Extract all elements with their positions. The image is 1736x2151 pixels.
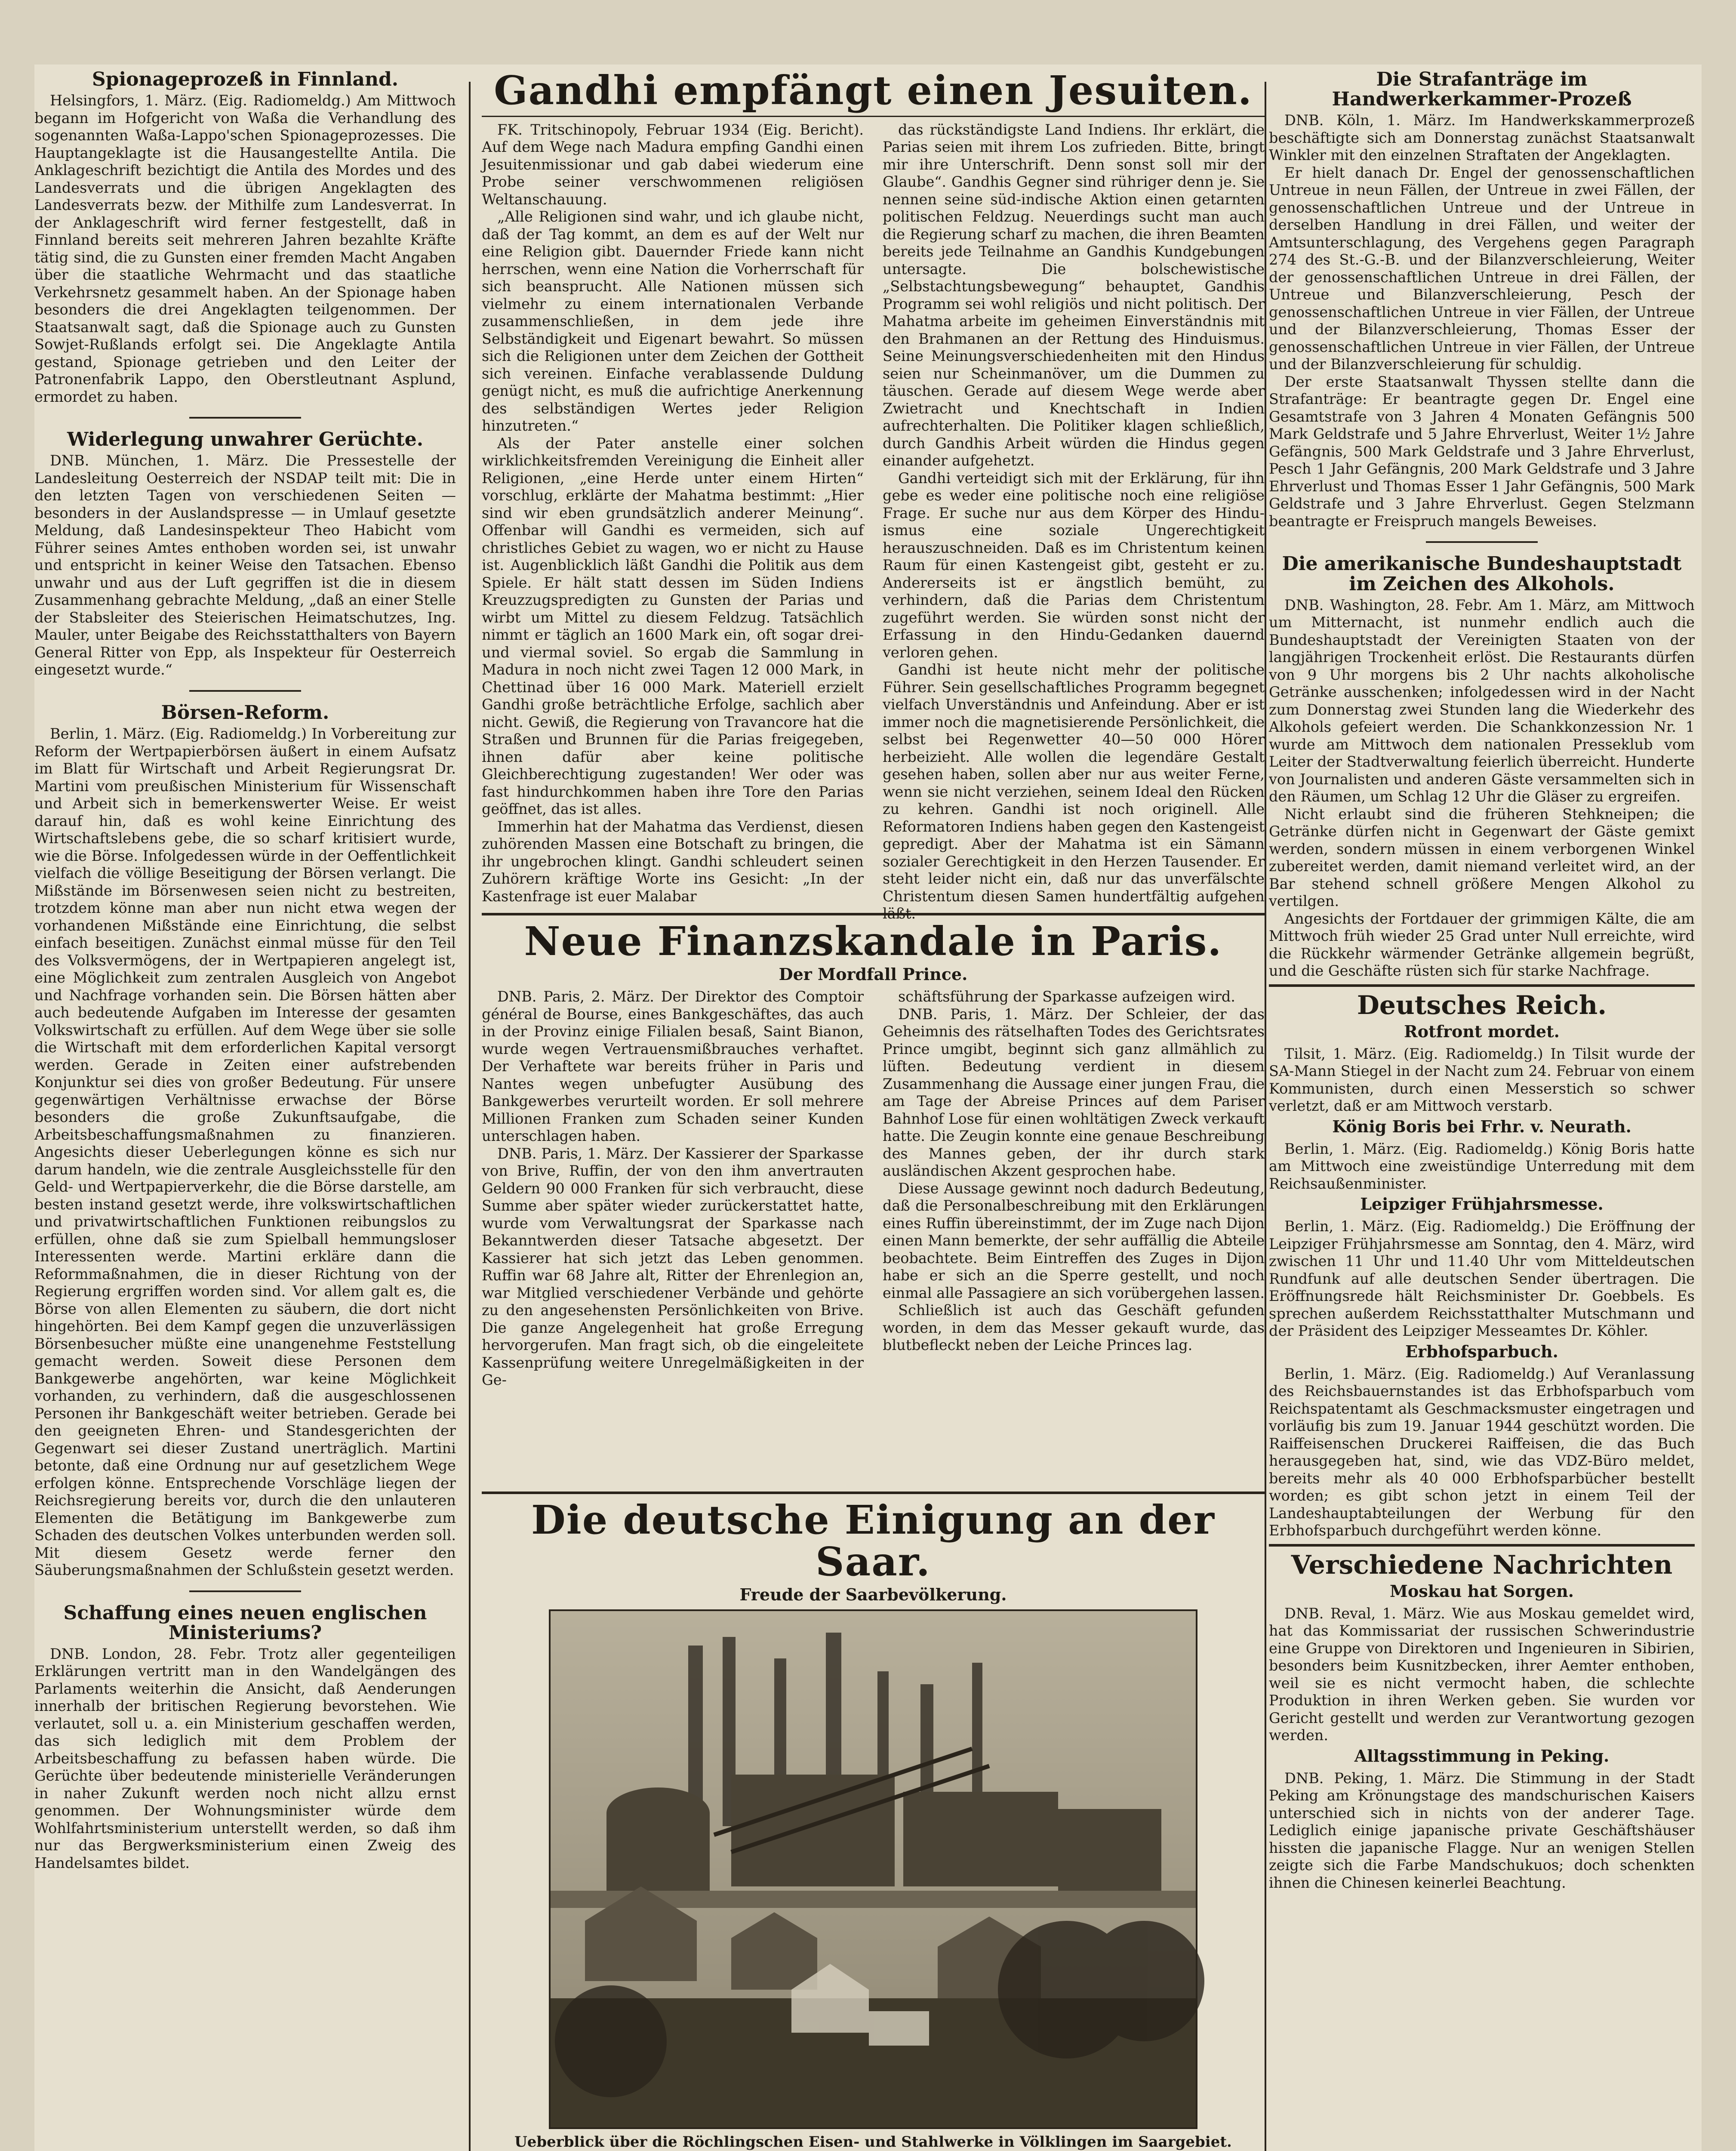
article-separator <box>1269 984 1695 987</box>
saar-headline: Die deutsche Einigung an der Saar. <box>531 1497 1216 1585</box>
gandhi-article <box>482 67 1265 922</box>
article-headline: Spionageprozeß in Finnland. <box>92 68 399 90</box>
paris-col-b <box>883 988 1265 1487</box>
column-rule-left <box>469 82 471 2151</box>
news-article <box>1269 1552 1695 1892</box>
gandhi-paragraph: das rückständigste Land Indiens. Ihr erklärt, die Parias seien mit ihrem Los zufrieden. Bitte, bringt mir ihre Unterschrift. Denn sonst soll mir der Glaube“. Gandhis Gegner sind rühriger denn je. Sie nennen seine süd-indische Aktion einen getarnten politischen Feldzug. Neuerdings sucht man auch die Regierung scharf zu machen, die ihren Beamten bereits jede Teilnahme an Gandhis Kundgebungen untersagte. Die bolschewistische „Selbstachtungsbewegung“ behauptet, Gandhis Programm sei wohl religiös und nicht politisch. Der Mahatma arbeite im geheimen Einverständnis mit den Brahmanen an der Rettung des Hinduismus. Seine Meinungsverschiedenheiten mit den Hindus seien nur Scheinmanöver, um die Dummen zu täuschen. Gerade auf diesem Wege werde aber Zwietracht und Knechtschaft in Indien aufrechterhalten. Die Politiker klagen schließlich, durch Gandhis Arbeit würden die Hindus gegen einander aufgehetzt. <box>883 121 1265 469</box>
gandhi-paragraph: FK. Tritschinopoly, Februar 1934 (Eig. Bericht). Auf dem Wege nach Madura empfing Gandhi einen Jesuitenmissionar und gab dabei wiederum eine Probe seiner verschwommenen religiösen Weltanschauung. <box>482 121 864 208</box>
article-separator <box>1426 541 1538 543</box>
steelworks-illustration <box>551 1611 1196 2127</box>
photo-caption: Ueberblick über die Röchlingschen Eisen- und Stahlwerke in Völklingen im Saargebiet. <box>514 2133 1232 2151</box>
saar-article <box>482 1499 1265 2151</box>
item-subheadline: Erbhofsparbuch. <box>1405 1341 1558 1361</box>
gandhi-paragraph: Gandhi verteidigt sich mit der Erklärung, für ihn gebe es weder eine politische noch eine religiöse Frage. Er suche nur aus dem Körper des Hindu-ismus eine soziale Ungerechtigkeit herauszuschneiden. Daß es im Christentum keinen Raum für einen Kastengeist gibt, gesteht er zu. Andererseits ist er ängstlich bemüht, zu verhindern, daß die Parias dem Christentum zugeführt werden. Sie würden sonst nicht der Erfassung in den Hindu-Gedanken dauernd verloren gehen. <box>883 469 1265 661</box>
article-paragraph: Berlin, 1. März. (Eig. Radiomeldg.) In Vorbereitung zur Reform der Wertpapierbörsen äußert in einem Aufsatz im Blatt für Wirtschaft und Arbeit Regierungsrat Dr. Martini vom preußischen Ministerium für Wissenschaft und Arbeit sich in bemerkenswerter Weise. Er weist darauf hin, daß es wohl keine Einrichtung des Wirtschaftslebens gebe, die so scharf kritisiert wurde, wie die Börse. Infolgedessen würde in der Oeffentlichkeit vielfach die völlige Beseitigung der Börsen verlangt. Die Mißstände im Börsenwesen seien nicht zu bestreiten, trotzdem könne man aber nun nicht etwa wegen der vorhandenen Mißstände eine Einrichtung, die selbst einfach beseitigen. Zunächst einmal müsse für den Teil des Volksvermögens, der in Wertpapieren angelegt ist, eine Möglichkeit zum zentralen Ausgleich von Angebot und Nachfrage vorhanden sein. Die Börsen hätten aber auch bedeutende Aufgaben im Interesse der gesamten Volkswirtschaft zu erfüllen. Auf dem Wege über sie solle die Wirtschaft mit dem erforderlichen Kapital versorgt werden. Gerade in Zeiten einer aufstrebenden Konjunktur sei dies von großer Bedeutung. Für unsere gegenwärtigen Verhältnisse erwachse der Börse besonders die große Zukunftsaufgabe, die Arbeitsbeschaffungsmaßnahmen zu finanzieren. Angesichts dieser Ueberlegungen könne es sich nur darum handeln, wie die zentrale Ausgleichsstelle für den Geld- und Wertpapierverkehr, die die Börse darstelle, am besten instand gesetzt werde, ihre volkswirtschaftlichen und privatwirtschaftlichen Funktionen reibungslos zu erfüllen, ohne daß sie zum Spielball hemmungsloser Interessenten werde. Martini erkläre dann die Reformmaßnahmen, die in dieser Richtung von der Regierung ergriffen worden sind. Vor allem galt es, die Börse von allen Elementen zu säubern, die dort nicht hingehörten. Bei dem Kampf gegen die unzuverlässigen Börsenbesucher müßte eine unangenehme Feststellung gemacht werden. Soweit diese Personen dem Bankgewerbe angehörten, war keine Möglichkeit vorhanden, zu verhindern, daß die ausgeschlossenen Personen ihr Bankgeschäft weiter betrieben. Gerade bei den geeigneten Ehren- und Standesgerichten der Gegenwart sei dieser Zustand unerträglich. Martini betonte, daß eine Ordnung nur auf gesetzlichem Wege erfolgen könne. Entsprechende Vorschläge liegen der Reichsregierung bereits vor, durch die den unlauteren Elementen die Betätigung im Bankgewerbe zum Schaden des deutschen Volkes unterbunden werden soll. Mit diesem Gesetz werde ferner den Säuberungsmaßnahmen der Schlußstein gesetzt werden. <box>34 725 456 1579</box>
gandhi-paragraph: Immerhin hat der Mahatma das Verdienst, diesen zuhörenden Massen eine Botschaft zu bringen, die ihr ungebrochen klingt. Gandhi schleudert seinen Zuhörern kräftige Worte ins Gesicht: „In der Kastenfrage ist euer Malabar <box>482 818 864 905</box>
item-subheadline: König Boris bei Frhr. v. Neurath. <box>1332 1116 1631 1136</box>
paris-col-a <box>482 988 864 1487</box>
gandhi-headline: Gandhi empfängt einen Jesuiten. <box>494 67 1253 114</box>
article-paragraph: Der erste Staatsanwalt Thyssen stellte dann die Strafanträge: Er beantragte gegen Dr. Engel eine Gesamtstrafe von 3 Jahren 4 Monaten Gefängnis 500 Mark Geldstrafe und 5 Jahre Ehrverlust, Weiter 1½ Jahre Gefängnis, 500 Mark Geldstrafe und 3 Jahre Ehrverlust, Pesch 1 Jahr Gefängnis, 200 Mark Geldstrafe und 3 Jahre Ehrverlust und Thomas Esser 1 Jahr Gefängnis, 500 Mark Geldstrafe und 3 Jahre Ehrverlust. Gegen Stelzmann beantragte er Freispruch mangels Beweises. <box>1269 373 1695 530</box>
item-subheadline: Rotfront mordet. <box>1404 1021 1560 1041</box>
article-separator <box>1269 1544 1695 1547</box>
center-area <box>482 65 1265 2151</box>
article-separator <box>189 417 301 419</box>
right-column <box>1269 65 1695 2151</box>
paris-subheadline: Der Mordfall Prince. <box>779 965 968 984</box>
article-headline: Schaffung eines neuen englischen Ministeriums? <box>63 1602 427 1644</box>
article-headline: Die Strafanträge im Handwerkerkammer-Prozeß <box>1332 68 1632 111</box>
paris-paragraph: Diese Aussage gewinnt noch dadurch Bedeutung, daß die Personalbeschreibung mit den Erklärungen eines Ruffin übereinstimmt, der im Zuge nach Dijon einen Mann bemerkte, der sehr auffällig die Abteile beobachtete. Beim Eintreffen des Zuges in Dijon habe er sich an die Sperre gestellt, und noch einmal alle Passagiere an sich vorübergehen lassen. <box>883 1180 1265 1301</box>
section-rule <box>482 1492 1265 1494</box>
item-subheadline: Leipziger Frühjahrsmesse. <box>1360 1194 1604 1214</box>
column-rule-right <box>1265 82 1266 2151</box>
article-paragraph: Helsingfors, 1. März. (Eig. Radiomeldg.) Am Mittwoch begann im Hofgericht von Waßa die Verhandlung des sogenannten Waßa-Lappo'schen Spionageprozesses. Die Hauptangeklagte ist die Hausangestellte Antila. Die Anklageschrift bezichtigt die Antila des Mordes und des Landesverrats und die übrigen Angeklagten des Landesverrats bezw. der Mithilfe zum Landesverrat. In der Anklageschrift wird ferner festgestellt, daß in Finnland bereits seit mehreren Jahren bezahlte Kräfte tätig sind, die zu Gunsten einer fremden Macht Angaben über die staatliche Wehrmacht und das staatliche Verkehrsnetz gesammelt haben. An der Spionage haben besonders die drei Angeklagten teilgenommen. Der Staatsanwalt sagt, daß die Spionage auch zu Gunsten Sowjet-Rußlands erfolgt sei. Die Angeklagte Antila gestand, Spionage getrieben und den Leiter der Patronenfabrik Lappo, den Oberstleutnant Asplund, ermordet zu haben. <box>34 92 456 405</box>
article-paragraph: Nicht erlaubt sind die früheren Stehkneipen; die Getränke dürfen nicht in Gegenwart der Gäste gemixt werden, sondern müssen in einem verborgenen Winkel zubereitet werden, damit niemand verleitet wird, an der Bar stehend schnell größere Mengen Alkohol zu vertilgen. <box>1269 805 1695 910</box>
saar-subheadline: Freude der Saarbevölkerung. <box>739 1585 1007 1605</box>
item-paragraph: DNB. Peking, 1. März. Die Stimmung in der Stadt Peking am Krönungstage des mandschurischen Kaisers unterschied sich in nichts von der anderer Tage. Lediglich einige japanische private Geschäftshäuser hissten die japanische Flagge. Nur an wenigen Stellen zeigte sich die Farbe Mandschukuos; doch schenkten ihnen die Chinesen keinerlei Beachtung. <box>1269 1769 1695 1891</box>
left-column <box>34 65 456 2151</box>
steelworks-photo <box>549 1609 1197 2129</box>
gandhi-paragraph: Als der Pater anstelle einer solchen wirklichkeitsfremden Vereinigung die Einheit aller Religionen, „eine Herde unter einem Hirten“ vorschlug, erklärte der Mahatma bestimmt: „Hier sind wir eben grundsätzlich anderer Meinung“. Offenbar will Gandhi es vermeiden, sich auf christliches Gebiet zu wagen, wo er nicht zu Hause ist. Augenblicklich läßt Gandhi die Politik aus dem Spiele. Er hält statt dessen im Süden Indiens Kreuzzugspredigten zu Gunsten der Parias und wirbt um Mittel zu diesem Feldzug. Tatsächlich nimmt er täglich an 1600 Mark ein, oft sogar drei- und viermal soviel. So ergab die Sammlung in Madura in noch nicht zwei Tagen 12 000 Mark, in Chettinad über 16 000 Mark. Materiell erzielt Gandhi große beträchtliche Erfolge, sachlich aber nicht. Gewiß, die Regierung von Travancore hat die Straßen und Brunnen für die Parias freigegeben, ihnen dafür aber keine politische Gleichberechtigung zugestanden! Wer oder was fast hindurchkommen haben ihre Tore den Parias geöffnet, das ist alles. <box>482 435 864 818</box>
article-separator <box>189 690 301 692</box>
news-article <box>1269 70 1695 530</box>
news-article <box>34 430 456 679</box>
news-article <box>1269 554 1695 980</box>
article-paragraph: DNB. Washington, 28. Febr. Am 1. März, am Mittwoch um Mitternacht, ist nunmehr endlich auch die Bundeshauptstadt der Vereinigten Staaten von der langjährigen Trockenheit erlöst. Die Restaurants dürfen von 9 Uhr morgens bis 2 Uhr nachts alkoholische Getränke ausschenken; infolgedessen wird in der Nacht zum Donnerstag zwei Stunden lang die Wiederkehr des Alkohols gefeiert werden. Die Schankkonzession Nr. 1 wurde am Mittwoch dem nationalen Presseklub vom Leiter der Stadtverwaltung feierlich überreicht. Hunderte von Journalisten und anderen Gäste versammelten sich in den Räumen, um Schlag 12 Uhr die Gläser zu ergreifen. <box>1269 596 1695 805</box>
article-headline: Deutsches Reich. <box>1357 990 1607 1020</box>
item-paragraph: Berlin, 1. März. (Eig. Radiomeldg.) Die Eröffnung der Leipziger Frühjahrsmesse am Sonntag, den 4. März, wird zwischen 11 Uhr und 11.40 Uhr vom Mitteldeutschen Rundfunk auf alle deutschen Sender übertragen. Die Eröffnungsrede hält Reichsminister Dr. Goebbels. Es sprechen außerdem Reichsstatthalter Mutschmann und der Präsident des Leipziger Messeamtes Dr. Köhler. <box>1269 1218 1695 1340</box>
news-article <box>34 70 456 406</box>
paris-paragraph: DNB. Paris, 1. März. Der Schleier, der das Geheimnis des rätselhaften Todes des Gerichtsrates Prince umgibt, beginnt sich ganz allmählich zu lüften. Bedeutung verdient in diesem Zusammenhang die Aussage einer jungen Frau, die am Tage der Abreise Princes auf dem Pariser Bahnhof Lose für einen wohltätigen Zweck verkauft hatte. Die Zeugin konnte eine genaue Beschreibung des Mannes geben, der ihr durch stark ausländischen Akzent gesprochen habe. <box>883 1005 1265 1180</box>
paris-paragraph: Schließlich ist auch das Geschäft gefunden worden, in dem das Messer gekauft wurde, das blutbefleckt neben der Leiche Princes lag. <box>883 1302 1265 1354</box>
gandhi-rule <box>482 116 1265 117</box>
article-paragraph: DNB. München, 1. März. Die Pressestelle der Landesleitung Oesterreich der NSDAP teilt mit: Die in den letzten Tagen von verschiedenen Seiten — besonders in der Auslandspresse — in Umlauf gesetzte Meldung, daß Landesinspekteur Theo Habicht vom Führer seines Amtes enthoben worden sei, ist unwahr und entspricht in keiner Weise den Tatsachen. Ebenso unwahr und aus der Luft gegriffen ist die in diesem Zusammenhang gebrachte Meldung, „daß an einer Stelle der Stabsleiter des Steierischen Heimatschutzes, Ing. Mauler, unter Beigabe des Reichsstatthalters von Bayern General Ritter von Epp, als Inspekteur für Oesterreich eingesetzt wurde.“ <box>34 452 456 678</box>
paris-article <box>482 918 1265 1488</box>
item-subheadline: Moskau hat Sorgen. <box>1389 1581 1574 1601</box>
article-separator <box>189 1590 301 1592</box>
item-paragraph: DNB. Reval, 1. März. Wie aus Moskau gemeldet wird, hat das Kommissariat der russischen Schwerindustrie eine Gruppe von Direktoren und Ingenieuren in Sibirien, besonders beim Kusnitzbecken, ihrer Aemter enthoben, weil sie es nicht vermocht haben, die schlechte Produktion in ihren Werken geben. Sie wurden vor Gericht gestellt und werden zur Verantwortung gezogen werden. <box>1269 1605 1695 1744</box>
item-paragraph: Tilsit, 1. März. (Eig. Radiomeldg.) In Tilsit wurde der SA-Mann Stiegel in der Nacht zum 24. Februar von einem Kommunisten, durch einen Messerstich so schwer verletzt, daß er am Mittwoch verstarb. <box>1269 1045 1695 1115</box>
news-article <box>1269 992 1695 1540</box>
article-headline: Verschiedene Nachrichten <box>1291 1550 1673 1580</box>
paris-paragraph: DNB. Paris, 2. März. Der Direktor des Comptoir général de Bourse, eines Bankgeschäftes, das auch in der Provinz einige Filialen besaß, Saint Bianon, wurde wegen Vertrauensmißbrauches verhaftet. Der Verhaftete war bereits früher in Paris und Nantes wegen unbefugter Ausübung des Bankgewerbes verurteilt worden. Er soll mehrere Millionen Franken zum Schaden seiner Kunden unterschlagen haben. <box>482 988 864 1145</box>
paris-paragraph: DNB. Paris, 1. März. Der Kassierer der Sparkasse von Brive, Ruffin, der von den ihm anvertrauten Geldern 90 000 Franken für sich verbraucht, diese Summe aber später wieder zurückerstattet hatte, wurde vom Verwaltungsrat der Sparkasse nach Bekanntwerden dieser Tatsache abgesetzt. Der Kassierer hat sich jetzt das Leben genommen. Ruffin war 68 Jahre alt, Ritter der Ehrenlegion an, war Mitglied verschiedener Verbände und gehörte zu den angesehensten Persönlichkeiten von Brive. Die ganze Angelegenheit hat große Erregung hervorgerufen. Man fragt sich, ob die eingeleitete Kassenprüfung weitere Unregelmäßigkeiten in der Ge- <box>482 1145 864 1389</box>
gandhi-paragraph: Gandhi ist heute nicht mehr der politische Führer. Sein gesellschaftliches Programm begegnet vielfach Unverständnis und Anfeindung. Aber er ist immer noch die magnetisierende Persönlichkeit, die selbst bei Regenwetter 40—50 000 Hörer herbeizieht. Alle wollen die legendäre Gestalt gesehen haben, sollen aber nur aus weiter Ferne, wenn sie nicht verziehen, seinem Ideal den Rücken zu kehren. Gandhi ist noch originell. Alle Reformatoren Indiens haben gegen den Kastengeist gepredigt. Aber der Mahatma ist ein Sämann sozialer Gerechtigkeit in den Herzen Tausender. Er steht leider nicht ein, daß nur das unverfälschte Christentum diesen Samen hundertfältig aufgehen läßt. <box>883 661 1265 922</box>
newspaper-page <box>34 65 1702 2151</box>
article-paragraph: Er hielt danach Dr. Engel der genossenschaftlichen Untreue in neun Fällen, der Untreue in zwei Fällen, der genossenschaftlichen Untreue und der Untreue in derselben Handlung in drei Fällen, und weiter der Amtsunterschlagung, des Vergehens gegen Paragraph 274 des St.-G.-B. und der Bilanzverschleierung, Weiter der genossenschaftlichen Untreue in drei Fällen, der Untreue und Bilanzverschleierung, Pesch der genossenschaftlichen Untreue in vier Fällen, der Untreue und der Bilanzverschleierung, Thomas Esser der genossenschaftlichen Untreue in vier Fällen, der Untreue und der Bilanzverschleierung für schuldig. <box>1269 164 1695 373</box>
article-headline: Widerlegung unwahrer Gerüchte. <box>67 428 424 451</box>
gandhi-col-a <box>482 121 864 909</box>
gandhi-paragraph: „Alle Religionen sind wahr, und ich glaube nicht, daß der Tag kommt, an dem es auf der Welt nur eine Religion gibt. Dauernder Friede kann nicht herrschen, wenn eine Nation die Vorherrschaft für sich beansprucht. Alle Nationen müssen sich vielmehr zu einem internationalen Verbande zusammenschließen, in dem jede ihre Selbständigkeit und Eigenart bewahrt. So müssen sich die Religionen unter dem Zeichen der Gottheit sich vereinen. Einfache verablassende Duldung genügt nicht, es muß die aufrichtige Anerkennung des selbständigen Wertes jeder Religion hinzutreten.“ <box>482 208 864 435</box>
item-subheadline: Alltagsstimmung in Peking. <box>1354 1746 1610 1766</box>
article-headline: Börsen-Reform. <box>161 701 329 724</box>
article-paragraph: DNB. Köln, 1. März. Im Handwerkskammerprozeß beschäftigte sich am Donnerstag zunächst Staatsanwalt Winkler mit den einzelnen Straftaten der Angeklagten. <box>1269 112 1695 164</box>
gandhi-col-b <box>883 121 1265 922</box>
article-paragraph: DNB. London, 28. Febr. Trotz aller gegenteiligen Erklärungen vertritt man in den Wandelgängen des Parlaments weiterhin die Ansicht, daß Aenderungen innerhalb der britischen Regierung bevorstehen. Wie verlautet, soll u. a. ein Ministerium geschaffen werden, das sich lediglich mit dem Problem der Arbeitsbeschaffung zu befassen haben würde. Die Gerüchte über bedeutende ministerielle Veränderungen in naher Zukunft werden noch nicht allzu ernst genommen. Der Wohnungsminister würde dem Wohlfahrtsministerium unterstellt werden, so daß ihm nur das Bergwerksministerium einen Zweig des Handelsamtes bildet. <box>34 1645 456 1871</box>
news-article <box>34 1603 456 1872</box>
article-headline: Die amerikanische Bundeshauptstadt im Zeichen des Alkohols. <box>1282 553 1682 595</box>
paris-headline: Neue Finanzskandale in Paris. <box>524 918 1222 965</box>
item-paragraph: Berlin, 1. März. (Eig. Radiomeldg.) Auf Veranlassung des Reichsbauernstandes ist das Erbhofsparbuch vom Reichspatentamt als Geschmacksmuster eingetragen und vorläufig bis zum 19. Januar 1944 geschützt worden. Die Raiffeisenschen Druckerei Raiffeisen, die das Buch herausgegeben hat, sind, wie das VDZ-Büro meldet, bereits mehr als 40 000 Erbhofsparbücher bestellt worden; es gibt schon jetzt in einem Teil der Landeshauptabteilungen der Werbung für den Erbhofsparbuch durchgeführt werden könne. <box>1269 1365 1695 1539</box>
paris-paragraph: schäftsführung der Sparkasse aufzeigen wird. <box>898 988 1235 1005</box>
item-paragraph: Berlin, 1. März. (Eig. Radiomeldg.) König Boris hatte am Mittwoch eine zweistündige Unterredung mit dem Reichsaußenminister. <box>1269 1140 1695 1192</box>
news-article <box>34 703 456 1579</box>
article-paragraph: Angesichts der Fortdauer der grimmigen Kälte, die am Mittwoch früh wieder 25 Grad unter Null erreichte, wird die Rückkehr wärmender Getränke allgemein begrüßt, und die Geschäfte rüsten sich für starke Nachfrage. <box>1269 910 1695 980</box>
